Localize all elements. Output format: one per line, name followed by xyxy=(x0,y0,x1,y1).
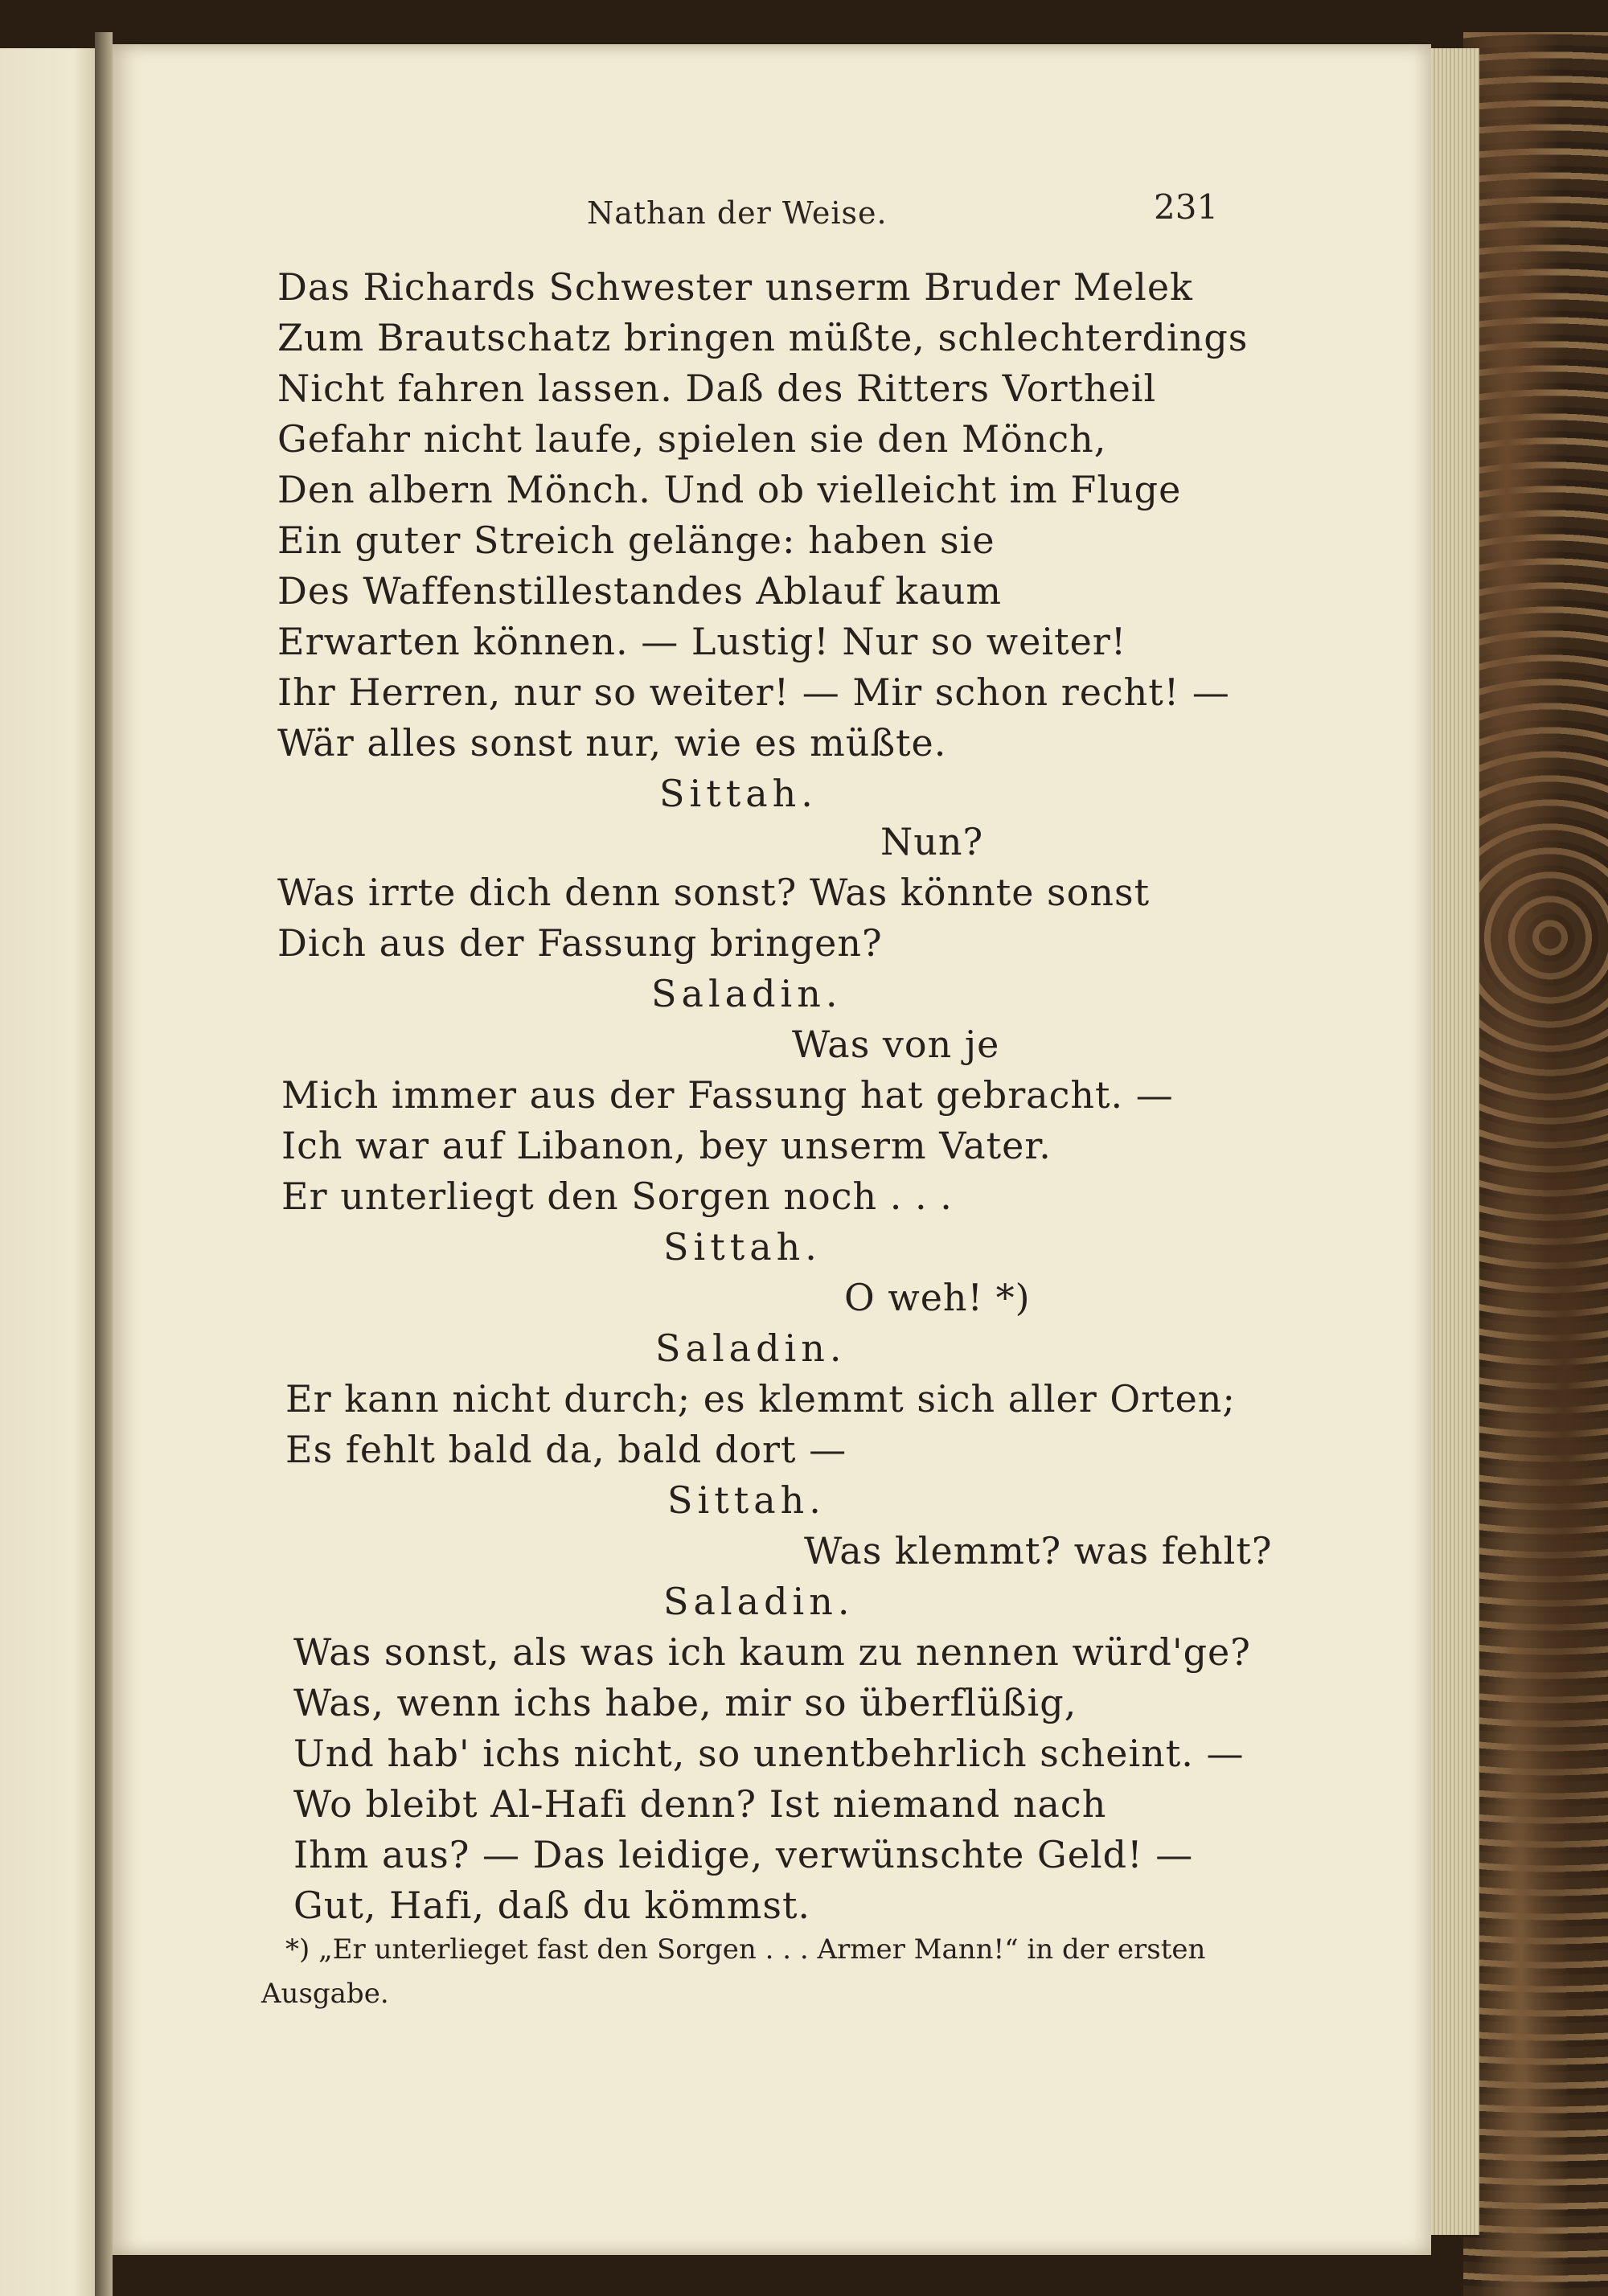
running-head: Nathan der Weise. xyxy=(587,195,888,231)
verse-line: Was von je xyxy=(792,1023,1000,1066)
verse-line: Was irrte dich denn sonst? Was könnte sonst xyxy=(277,871,1151,914)
verse-line: Dich aus der Fassung bringen? xyxy=(277,921,883,965)
verse-line: Ihm aus? — Das leidige, verwünschte Geld! — xyxy=(293,1833,1194,1876)
verse-line: Und hab' ichs nicht, so unentbehrlich scheint. — xyxy=(293,1732,1245,1775)
book-gutter xyxy=(95,32,113,2296)
verse-line: Er unterliegt den Sorgen noch . . . xyxy=(281,1175,953,1218)
speaker-name: Sittah. xyxy=(663,1225,822,1269)
verse-line: Zum Brautschatz bringen müßte, schlechterdings xyxy=(277,316,1249,359)
verse-line: Wo bleibt Al-Hafi denn? Ist niemand nach xyxy=(293,1782,1107,1826)
verse-line: Erwarten können. — Lustig! Nur so weiter! xyxy=(277,620,1127,663)
verse-line: Gefahr nicht laufe, spielen sie den Mönch, xyxy=(277,417,1107,461)
verse-line: Ihr Herren, nur so weiter! — Mir schon recht! — xyxy=(277,670,1230,714)
verse-line: Ich war auf Libanon, bey unserm Vater. xyxy=(281,1124,1052,1167)
marbled-cover xyxy=(1463,32,1608,2296)
footnote-line: *) „Er unterlieget fast den Sorgen . . . Armer Mann!“ in der ersten xyxy=(285,1933,1206,1966)
verse-line: Was sonst, als was ich kaum zu nennen würd'ge? xyxy=(293,1630,1251,1674)
speaker-name: Saladin. xyxy=(655,1326,847,1370)
verse-line: Wär alles sonst nur, wie es müßte. xyxy=(277,721,947,765)
left-page-edge xyxy=(0,48,105,2296)
verse-line: Was, wenn ichs habe, mir so überflüßig, xyxy=(293,1681,1077,1724)
speaker-name: Sittah. xyxy=(667,1478,826,1522)
speaker-name: Saladin. xyxy=(651,972,843,1015)
verse-line: Nun? xyxy=(880,820,984,863)
footnote-line: Ausgabe. xyxy=(261,1978,389,2010)
speaker-name: Saladin. xyxy=(663,1580,855,1623)
verse-line: Den albern Mönch. Und ob vielleicht im Fluge xyxy=(277,468,1182,511)
verse-line: Ein guter Streich gelänge: haben sie xyxy=(277,519,995,562)
verse-line: Es fehlt bald da, bald dort — xyxy=(285,1428,847,1471)
verse-line: Mich immer aus der Fassung hat gebracht. — xyxy=(281,1073,1174,1117)
verse-line: Nicht fahren lassen. Daß des Ritters Vortheil xyxy=(277,367,1157,410)
page-number: 231 xyxy=(1154,187,1219,227)
verse-line: O weh! *) xyxy=(844,1276,1031,1319)
verse-line: Er kann nicht durch; es klemmt sich aller Orten; xyxy=(285,1377,1236,1421)
speaker-name: Sittah. xyxy=(659,772,818,815)
verse-line: Gut, Hafi, daß du kömmst. xyxy=(293,1884,811,1927)
verse-line: Was klemmt? was fehlt? xyxy=(804,1529,1273,1572)
verse-line: Das Richards Schwester unserm Bruder Melek xyxy=(277,265,1193,309)
verse-line: Des Waffenstillestandes Ablauf kaum xyxy=(277,569,1003,613)
